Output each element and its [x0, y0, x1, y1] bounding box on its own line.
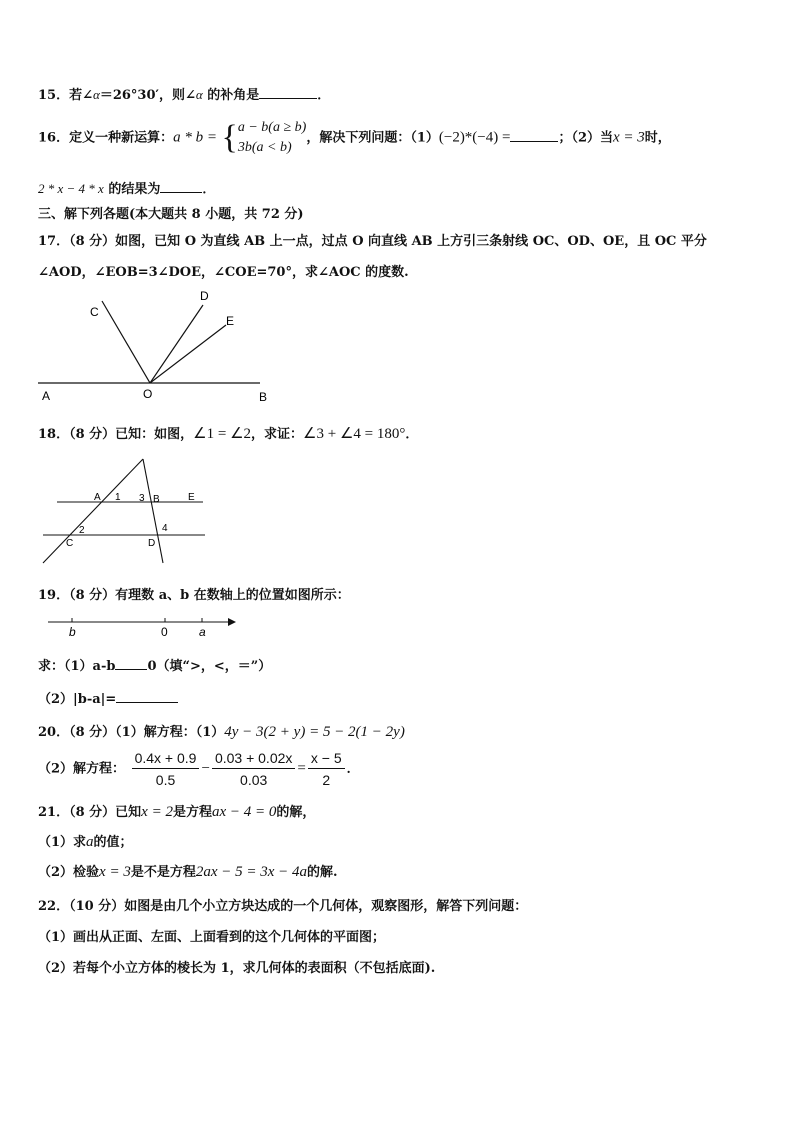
q19-answer-blank-2[interactable] — [116, 690, 178, 703]
q16-op-lhs: a * b = — [173, 129, 217, 146]
q20-fraction-1 — [132, 750, 200, 788]
q15-number: 15． — [38, 88, 70, 103]
q16-expr-2: 2 * x − 4 * x — [38, 181, 104, 196]
q16-text-c: ；（2）当 — [558, 130, 614, 146]
q19-answer-blank-1[interactable] — [115, 657, 147, 670]
q22-line-1: 22．（10 分）如图是由几个小立方块达成的一个几何体，观察图形，解答下列问题： — [38, 899, 528, 914]
label-3: 3 — [139, 493, 145, 504]
q21-p1-a: （1）求 — [38, 835, 87, 850]
q20-line-2-a: （2）解方程： — [38, 761, 126, 777]
question-16-cont — [38, 178, 215, 197]
q16-end: ． — [202, 182, 216, 197]
q18-figure — [35, 455, 215, 575]
q21-p1-var: a — [86, 834, 94, 850]
ray-od — [150, 305, 203, 383]
q21-eq-2: 2ax − 5 = 3x − 4a — [195, 864, 308, 880]
q15-text-c: 的补角是 — [202, 88, 260, 103]
q20-line-1 — [38, 721, 405, 741]
q16-number: 16． — [38, 130, 70, 146]
q20-f1-num: 0.4x + 0.9 — [132, 750, 200, 769]
q21-p2-a: （2）检验 — [38, 865, 100, 880]
q19-ask-2 — [38, 688, 178, 707]
q20-end: ． — [346, 761, 360, 777]
q16-text-b: ，解决下列问题：（1） — [306, 130, 439, 146]
label-a: a — [199, 625, 206, 639]
label-b: B — [153, 494, 160, 505]
question-18 — [38, 423, 418, 443]
q20-f3-num: x − 5 — [308, 750, 345, 769]
q18-prove: ∠3 + ∠4 = 180° — [303, 426, 406, 442]
q20-fraction-2 — [212, 750, 295, 788]
q18-text: 18．（8 分）已知：如图， — [38, 427, 194, 442]
transversal-left — [43, 459, 143, 563]
q21-p2-c: 的解. — [307, 865, 338, 880]
label-c: C — [90, 305, 99, 319]
q16-answer-blank-2[interactable] — [160, 180, 202, 193]
q22-line-3: （2）若每个小立方体的棱长为 1，求几何体的表面积（不包括底面). — [38, 961, 436, 976]
q20-equals: = — [297, 760, 306, 777]
q16-answer-blank-1[interactable] — [510, 129, 558, 142]
label-c: C — [66, 538, 74, 549]
q18-text-2: ，求证： — [251, 427, 304, 442]
q21-x2: x = 2 — [141, 804, 173, 820]
q20-line-2 — [38, 750, 360, 788]
q21-eq: ax − 4 = 0 — [211, 804, 277, 820]
label-e: E — [188, 492, 195, 503]
q21-p1-b: 的值； — [93, 835, 133, 850]
q19-ask-1-a: 求：（1）a-b — [38, 659, 116, 674]
q20-fraction-3 — [308, 750, 345, 788]
label-a: A — [94, 492, 101, 503]
q19-text: 19．（8 分）有理数 a、b 在数轴上的位置如图所示： — [38, 588, 350, 603]
q15-text-b: ＝26°30′，则∠ — [99, 88, 196, 103]
q21-line-1-a: 21．（8 分）已知 — [38, 805, 142, 820]
q21-line-1-c: 的解， — [276, 805, 316, 820]
ray-oe — [150, 325, 226, 383]
q18-end: ． — [405, 427, 419, 442]
section-title: 三、解下列各题(本大题共 8 小题，共 72 分) — [38, 207, 304, 222]
label-d: D — [148, 538, 156, 549]
label-e: E — [226, 314, 235, 328]
q20-f1-den: 0.5 — [155, 772, 176, 788]
q21-part-2 — [38, 861, 338, 881]
label-b: B — [259, 390, 268, 404]
question-16 — [38, 118, 671, 158]
q19-ask-2-text: （2）|b-a|= — [38, 692, 117, 707]
q16-text-a: 定义一种新运算： — [69, 130, 174, 146]
q20-line-1-a: 20．（8 分）（1）解方程：（1） — [38, 725, 225, 740]
q20-eq-1: 4y − 3(2 + y) = 5 − 2(1 − 2y) — [224, 724, 405, 740]
q19-number-line — [44, 612, 244, 642]
q21-line-1-b: 是方程 — [172, 805, 212, 820]
q17-line-1: 17．（8 分）如图，已知 O 为直线 AB 上一点，过点 O 向直线 AB 上方引三条射线 OC、OD、OE，且 OC 平分 — [38, 234, 707, 249]
label-zero: 0 — [161, 625, 168, 639]
label-4: 4 — [162, 523, 168, 534]
q17-figure — [30, 285, 275, 410]
label-1: 1 — [115, 492, 121, 503]
label-d: D — [200, 289, 209, 303]
label-a: A — [42, 389, 51, 403]
q16-text-e: 的结果为 — [103, 182, 161, 197]
question-15 — [38, 84, 330, 103]
q17-line-2: ∠AOD，∠EOB=3∠DOE，∠COE=70°，求∠AOC 的度数. — [38, 265, 409, 280]
q21-x3: x = 3 — [99, 864, 131, 880]
label-2: 2 — [79, 525, 85, 536]
q16-piecewise: { a − b(a ≥ b) 3b(a < b) — [221, 119, 307, 156]
q16-expr-1: (−2)*(−4) = — [438, 129, 511, 146]
q18-given: ∠1 = ∠2 — [193, 426, 252, 442]
q15-answer-blank[interactable] — [259, 86, 317, 99]
q16-text-d: 时， — [644, 130, 671, 146]
q15-alpha-1: α — [93, 87, 100, 102]
q21-line-1 — [38, 801, 315, 821]
q19-ask-1 — [38, 655, 271, 674]
q22-line-2: （1）画出从正面、左面、上面看到的这个几何体的平面图； — [38, 930, 386, 945]
q21-part-1 — [38, 831, 133, 851]
q21-p2-b: 是不是方程 — [130, 865, 196, 880]
q15-text-a: 若∠ — [69, 88, 93, 103]
q19-ask-1-b: 0（填“>，<，＝”） — [147, 659, 272, 674]
q20-minus: − — [201, 760, 210, 777]
ray-oc — [102, 301, 150, 383]
label-b: b — [69, 625, 76, 639]
q15-alpha-2: α — [195, 87, 203, 102]
q16-cond: x = 3 — [613, 129, 645, 146]
q20-f3-den: 2 — [322, 772, 331, 788]
q16-case-2: 3b(a < b) — [237, 140, 292, 155]
q16-case-1: a − b(a ≥ b) — [237, 120, 307, 135]
q20-f2-num: 0.03 + 0.02x — [212, 750, 295, 769]
axis-arrow — [228, 618, 236, 626]
q20-f2-den: 0.03 — [240, 772, 268, 788]
label-o: O — [143, 387, 153, 401]
q15-end: ． — [317, 88, 331, 103]
